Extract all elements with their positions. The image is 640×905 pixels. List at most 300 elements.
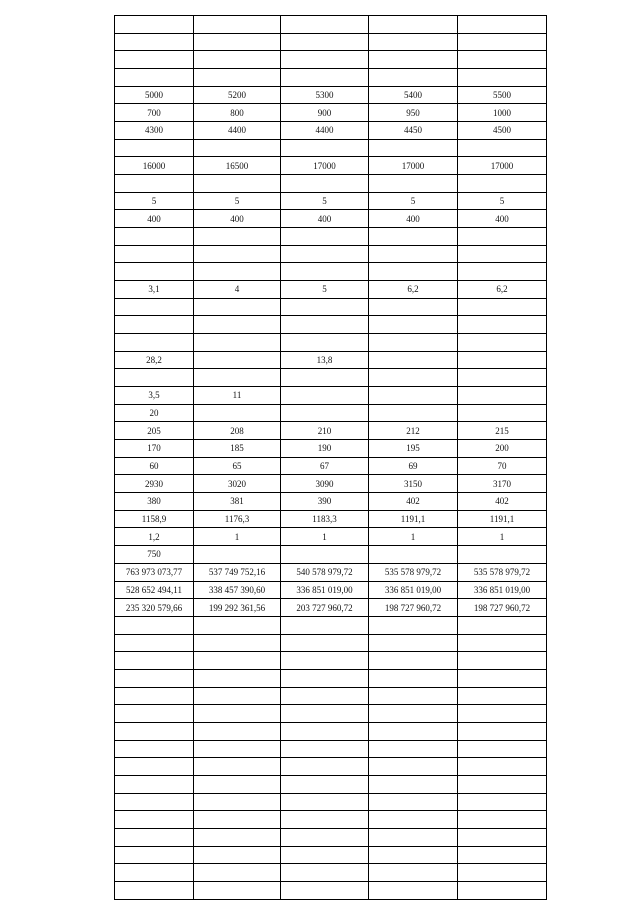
- table-cell: [458, 828, 547, 846]
- table-cell: 400: [194, 210, 281, 228]
- table-cell: [369, 669, 458, 687]
- table-cell: [458, 369, 547, 387]
- table-cell: [369, 404, 458, 422]
- table-cell: [194, 546, 281, 564]
- table-cell: [458, 811, 547, 829]
- table-cell: [281, 387, 369, 405]
- table-cell: 5000: [115, 86, 194, 104]
- table-row: [115, 139, 547, 157]
- table-cell: [115, 722, 194, 740]
- table-row: [115, 828, 547, 846]
- table-cell: [281, 316, 369, 334]
- table-cell: 381: [194, 493, 281, 511]
- table-cell: [194, 811, 281, 829]
- table-cell: [369, 228, 458, 246]
- table-cell: [458, 616, 547, 634]
- table-cell: [458, 652, 547, 670]
- table-cell: [369, 546, 458, 564]
- table-cell: [281, 828, 369, 846]
- table-cell: [115, 139, 194, 157]
- table-row: [115, 298, 547, 316]
- table-cell: 900: [281, 104, 369, 122]
- table-cell: [281, 669, 369, 687]
- table-cell: 535 578 979,72: [458, 563, 547, 581]
- table-cell: 2930: [115, 475, 194, 493]
- table-row: [115, 722, 547, 740]
- table-cell: [115, 316, 194, 334]
- table-cell: [369, 316, 458, 334]
- table-cell: [458, 687, 547, 705]
- table-cell: [115, 652, 194, 670]
- table-cell: 4500: [458, 122, 547, 140]
- table-cell: [369, 245, 458, 263]
- table-cell: 1,2: [115, 528, 194, 546]
- table-cell: 3170: [458, 475, 547, 493]
- table-cell: [115, 811, 194, 829]
- table-cell: [369, 722, 458, 740]
- table-cell: 5500: [458, 86, 547, 104]
- table-cell: 3090: [281, 475, 369, 493]
- table-row: [115, 475, 547, 493]
- table-cell: 17000: [281, 157, 369, 175]
- table-cell: [458, 245, 547, 263]
- table-cell: [458, 634, 547, 652]
- table-cell: [458, 758, 547, 776]
- table-row: [115, 669, 547, 687]
- table-row: [115, 16, 547, 34]
- table-cell: 199 292 361,56: [194, 599, 281, 617]
- table-cell: [458, 864, 547, 882]
- table-row: [115, 599, 547, 617]
- table-cell: [115, 634, 194, 652]
- table-row: [115, 387, 547, 405]
- table-cell: 336 851 019,00: [369, 581, 458, 599]
- table-cell: [281, 16, 369, 34]
- table-cell: 1: [194, 528, 281, 546]
- table-cell: [281, 758, 369, 776]
- table-cell: [458, 175, 547, 193]
- table-cell: 1: [281, 528, 369, 546]
- table-cell: 11: [194, 387, 281, 405]
- table-cell: 400: [458, 210, 547, 228]
- table-cell: [369, 351, 458, 369]
- table-cell: [194, 793, 281, 811]
- table-cell: [458, 139, 547, 157]
- table-cell: [194, 846, 281, 864]
- table-cell: [115, 793, 194, 811]
- table-cell: [369, 881, 458, 899]
- table-cell: 20: [115, 404, 194, 422]
- table-cell: [281, 33, 369, 51]
- table-row: [115, 210, 547, 228]
- table-cell: [281, 811, 369, 829]
- table-cell: [369, 51, 458, 69]
- table-cell: 215: [458, 422, 547, 440]
- table-cell: [194, 369, 281, 387]
- table-cell: [458, 33, 547, 51]
- table-cell: [458, 351, 547, 369]
- table-cell: [458, 51, 547, 69]
- table-cell: [194, 404, 281, 422]
- table-row: [115, 69, 547, 87]
- table-cell: 400: [369, 210, 458, 228]
- table-cell: [194, 245, 281, 263]
- table-cell: [458, 740, 547, 758]
- table-cell: [281, 881, 369, 899]
- table-cell: [281, 546, 369, 564]
- table-row: [115, 157, 547, 175]
- table-cell: 540 578 979,72: [281, 563, 369, 581]
- table-row: [115, 334, 547, 352]
- table-cell: 1: [458, 528, 547, 546]
- table-row: [115, 775, 547, 793]
- table-cell: 390: [281, 493, 369, 511]
- table-row: [115, 440, 547, 458]
- table-row: [115, 493, 547, 511]
- table-row: [115, 281, 547, 299]
- table-cell: [458, 705, 547, 723]
- table-cell: 4450: [369, 122, 458, 140]
- table-cell: [194, 175, 281, 193]
- table-cell: [194, 33, 281, 51]
- table-cell: 17000: [369, 157, 458, 175]
- table-cell: [369, 334, 458, 352]
- table-cell: 4400: [281, 122, 369, 140]
- table-row: [115, 404, 547, 422]
- table-cell: [458, 69, 547, 87]
- table-cell: 16500: [194, 157, 281, 175]
- table-cell: [458, 793, 547, 811]
- table-row: [115, 563, 547, 581]
- table-row: [115, 192, 547, 210]
- table-cell: [369, 846, 458, 864]
- table-cell: 208: [194, 422, 281, 440]
- table-cell: 212: [369, 422, 458, 440]
- table-cell: 1000: [458, 104, 547, 122]
- table-cell: [194, 740, 281, 758]
- table-cell: [115, 175, 194, 193]
- table-cell: [458, 228, 547, 246]
- table-cell: 4: [194, 281, 281, 299]
- table-row: [115, 245, 547, 263]
- table-cell: [115, 828, 194, 846]
- table-cell: [458, 669, 547, 687]
- table-cell: [194, 722, 281, 740]
- table-row: [115, 263, 547, 281]
- table-cell: 198 727 960,72: [369, 599, 458, 617]
- table-cell: 3,5: [115, 387, 194, 405]
- table-cell: 535 578 979,72: [369, 563, 458, 581]
- table-cell: 4400: [194, 122, 281, 140]
- table-cell: [281, 775, 369, 793]
- table-cell: [369, 864, 458, 882]
- table-cell: [194, 51, 281, 69]
- table-cell: [194, 69, 281, 87]
- table-cell: 380: [115, 493, 194, 511]
- table-cell: [281, 740, 369, 758]
- table-cell: 5: [281, 192, 369, 210]
- table-cell: [281, 634, 369, 652]
- table-cell: [369, 69, 458, 87]
- table-cell: 5: [194, 192, 281, 210]
- table-row: [115, 546, 547, 564]
- table-cell: [115, 740, 194, 758]
- table-row: [115, 528, 547, 546]
- table-cell: [369, 175, 458, 193]
- table-cell: 6,2: [458, 281, 547, 299]
- table-cell: 69: [369, 457, 458, 475]
- table-cell: [194, 228, 281, 246]
- table-cell: 70: [458, 457, 547, 475]
- table-cell: [458, 334, 547, 352]
- table-cell: [369, 740, 458, 758]
- table-cell: [458, 387, 547, 405]
- table-cell: [281, 298, 369, 316]
- table-cell: [281, 139, 369, 157]
- table-cell: [369, 139, 458, 157]
- table-cell: [194, 775, 281, 793]
- table-row: [115, 652, 547, 670]
- table-cell: [115, 33, 194, 51]
- table-cell: 185: [194, 440, 281, 458]
- table-cell: 336 851 019,00: [458, 581, 547, 599]
- table-cell: 67: [281, 457, 369, 475]
- table-cell: [458, 546, 547, 564]
- table-cell: [115, 298, 194, 316]
- table-cell: [458, 404, 547, 422]
- table-cell: 5: [281, 281, 369, 299]
- table-row: [115, 369, 547, 387]
- table-cell: [194, 652, 281, 670]
- table-cell: [369, 369, 458, 387]
- table-cell: [369, 298, 458, 316]
- table-row: [115, 228, 547, 246]
- table-cell: [194, 669, 281, 687]
- table-cell: [194, 351, 281, 369]
- table-row: [115, 634, 547, 652]
- table-cell: [194, 334, 281, 352]
- table-cell: 235 320 579,66: [115, 599, 194, 617]
- table-cell: 195: [369, 440, 458, 458]
- table-cell: 338 457 390,60: [194, 581, 281, 599]
- table-row: [115, 705, 547, 723]
- table-cell: [369, 758, 458, 776]
- table-cell: [458, 298, 547, 316]
- table-cell: [115, 846, 194, 864]
- table-cell: 5: [458, 192, 547, 210]
- table-cell: [115, 758, 194, 776]
- table-row: [115, 86, 547, 104]
- table-cell: [194, 316, 281, 334]
- table-row: [115, 846, 547, 864]
- table-cell: 1191,1: [369, 510, 458, 528]
- table-cell: [281, 334, 369, 352]
- table-cell: [458, 775, 547, 793]
- table-cell: [194, 705, 281, 723]
- table-cell: 198 727 960,72: [458, 599, 547, 617]
- table-cell: [115, 334, 194, 352]
- table-cell: [194, 139, 281, 157]
- table-row: [115, 864, 547, 882]
- table-cell: 210: [281, 422, 369, 440]
- table-cell: [194, 634, 281, 652]
- table-row: [115, 175, 547, 193]
- table-cell: [194, 828, 281, 846]
- table-cell: 950: [369, 104, 458, 122]
- table-cell: [194, 298, 281, 316]
- table-cell: 5: [115, 192, 194, 210]
- table-cell: [369, 387, 458, 405]
- table-cell: 402: [458, 493, 547, 511]
- table-cell: [369, 263, 458, 281]
- table-row: [115, 740, 547, 758]
- table-cell: 537 749 752,16: [194, 563, 281, 581]
- data-table: [114, 15, 547, 900]
- table-cell: [281, 793, 369, 811]
- table-cell: [115, 687, 194, 705]
- table-row: [115, 316, 547, 334]
- table-cell: 400: [281, 210, 369, 228]
- table-cell: [281, 369, 369, 387]
- table-row: [115, 510, 547, 528]
- table-body: [115, 16, 547, 900]
- table-cell: [115, 16, 194, 34]
- table-row: [115, 457, 547, 475]
- table-cell: 800: [194, 104, 281, 122]
- table-cell: [115, 669, 194, 687]
- table-cell: [281, 404, 369, 422]
- table-row: [115, 104, 547, 122]
- table-cell: [458, 846, 547, 864]
- table-cell: 400: [115, 210, 194, 228]
- table-cell: [115, 775, 194, 793]
- table-cell: 528 652 494,11: [115, 581, 194, 599]
- table-row: [115, 351, 547, 369]
- table-cell: [115, 245, 194, 263]
- table-cell: 1183,3: [281, 510, 369, 528]
- table-cell: [369, 775, 458, 793]
- table-cell: 750: [115, 546, 194, 564]
- table-cell: 203 727 960,72: [281, 599, 369, 617]
- table-cell: [369, 705, 458, 723]
- table-cell: [458, 316, 547, 334]
- table-cell: [369, 16, 458, 34]
- table-cell: [281, 245, 369, 263]
- table-cell: 5: [369, 192, 458, 210]
- table-cell: 13,8: [281, 351, 369, 369]
- table-row: [115, 122, 547, 140]
- table-cell: [281, 51, 369, 69]
- table-cell: [369, 687, 458, 705]
- table-cell: [115, 228, 194, 246]
- table-cell: 3150: [369, 475, 458, 493]
- table-cell: [369, 652, 458, 670]
- table-cell: 336 851 019,00: [281, 581, 369, 599]
- table-cell: [281, 263, 369, 281]
- table-cell: 3020: [194, 475, 281, 493]
- table-row: [115, 758, 547, 776]
- table-cell: 6,2: [369, 281, 458, 299]
- table-cell: [369, 634, 458, 652]
- table-cell: 16000: [115, 157, 194, 175]
- table-cell: 190: [281, 440, 369, 458]
- table-cell: [194, 263, 281, 281]
- table-cell: 17000: [458, 157, 547, 175]
- table-cell: 205: [115, 422, 194, 440]
- table-cell: [281, 846, 369, 864]
- table-cell: 700: [115, 104, 194, 122]
- table-cell: 28,2: [115, 351, 194, 369]
- table-cell: [115, 69, 194, 87]
- table-cell: [281, 864, 369, 882]
- table-cell: [194, 881, 281, 899]
- table-cell: [115, 705, 194, 723]
- table-cell: 5400: [369, 86, 458, 104]
- table-cell: 5200: [194, 86, 281, 104]
- table-row: [115, 616, 547, 634]
- table-row: [115, 581, 547, 599]
- table-cell: [369, 616, 458, 634]
- table-cell: 5300: [281, 86, 369, 104]
- table-cell: [281, 228, 369, 246]
- table-cell: [115, 369, 194, 387]
- table-cell: [115, 263, 194, 281]
- table-cell: 1: [369, 528, 458, 546]
- table-cell: [281, 175, 369, 193]
- table-cell: [281, 722, 369, 740]
- table-cell: [281, 687, 369, 705]
- table-cell: [458, 722, 547, 740]
- table-cell: [194, 616, 281, 634]
- table-cell: [281, 69, 369, 87]
- table-cell: 3,1: [115, 281, 194, 299]
- table-row: [115, 33, 547, 51]
- table-cell: 60: [115, 457, 194, 475]
- table-row: [115, 811, 547, 829]
- table-cell: [194, 16, 281, 34]
- table-cell: [281, 652, 369, 670]
- table-row: [115, 687, 547, 705]
- table-cell: [369, 828, 458, 846]
- table-row: [115, 51, 547, 69]
- table-cell: 1158,9: [115, 510, 194, 528]
- table-cell: [194, 687, 281, 705]
- table-cell: [458, 881, 547, 899]
- table-cell: 763 973 073,77: [115, 563, 194, 581]
- table-row: [115, 881, 547, 899]
- table-cell: [458, 16, 547, 34]
- table-cell: 402: [369, 493, 458, 511]
- table-cell: [115, 51, 194, 69]
- table-cell: 170: [115, 440, 194, 458]
- table-cell: 4300: [115, 122, 194, 140]
- table-cell: 65: [194, 457, 281, 475]
- table-cell: [281, 705, 369, 723]
- table-cell: [115, 616, 194, 634]
- table-cell: 1191,1: [458, 510, 547, 528]
- table-cell: [194, 864, 281, 882]
- table-row: [115, 793, 547, 811]
- table-cell: [115, 864, 194, 882]
- table-cell: [281, 616, 369, 634]
- table-row: [115, 422, 547, 440]
- table-cell: [369, 811, 458, 829]
- table-cell: 200: [458, 440, 547, 458]
- table-cell: [369, 33, 458, 51]
- table-cell: [194, 758, 281, 776]
- table-cell: [458, 263, 547, 281]
- table-cell: [115, 881, 194, 899]
